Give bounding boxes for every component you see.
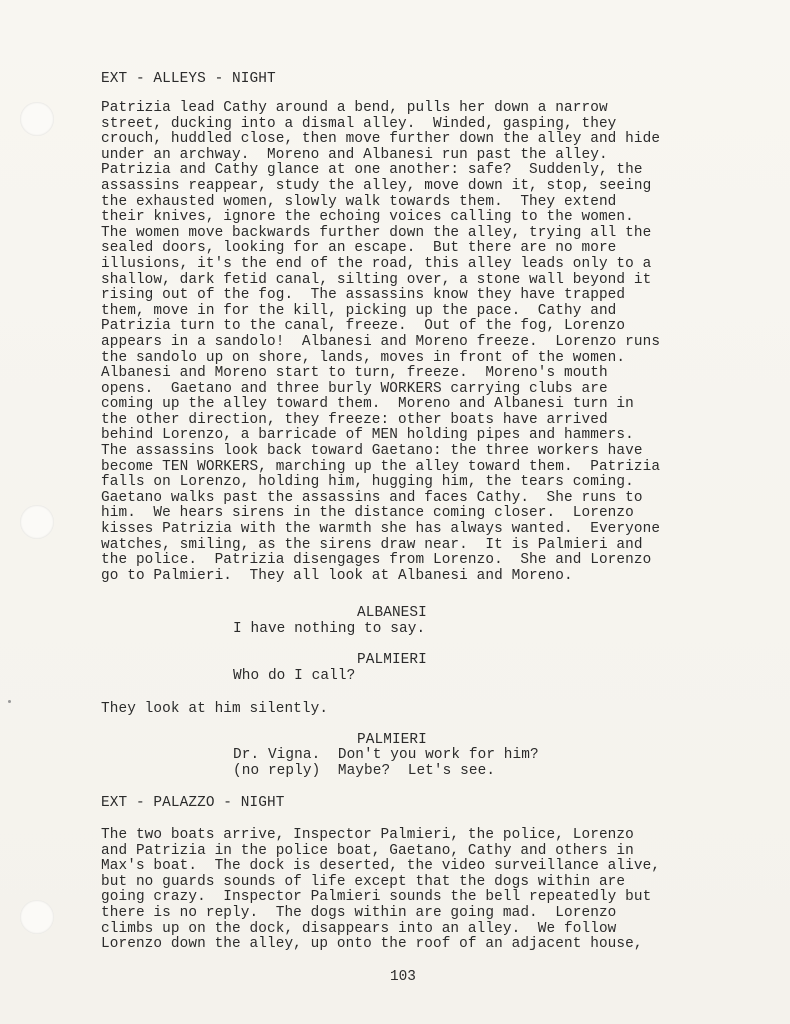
binder-hole-top <box>20 102 54 136</box>
scene-heading-palazzo: EXT - PALAZZO - NIGHT <box>101 795 285 811</box>
character-palmieri-1: PALMIERI <box>357 652 427 668</box>
page-number: 103 <box>390 969 416 985</box>
character-palmieri-2: PALMIERI <box>357 732 427 748</box>
paper-speck <box>8 700 11 703</box>
dialogue-albanesi: I have nothing to say. <box>233 621 426 637</box>
action-alleys: Patrizia lead Cathy around a bend, pulls her down a narrow street, ducking into a dismal alley. Winded, gasping, they crouch, huddled close, then move further down the alley and hide under an archway. Moreno and Albanesi run past the alley. Patrizia and Cathy glance at one another: safe? Suddenly, the assassins reappear, study the alley, move down it, stop, seeing the exhausted women, slowly walk towards them. They extend their knives, ignore the echoing voices calling to the women. The women move backwards further down the alley, trying all the sealed doors, looking for an escape. But there are no more illusions, it's the end of the road, this alley leads only to a shallow, dark fetid canal, silting over, a stone wall beyond it rising out of the fog. The assassins know they have trapped them, move in for the kill, picking up the pace. Cathy and Patrizia turn to the canal, freeze. Out of the fog, Lorenzo appears in a sandolo! Albanesi and Moreno freeze. Lorenzo runs the sandolo up on shore, lands, moves in front of the women. Albanesi and Moreno start to turn, freeze. Moreno's mouth opens. Gaetano and three burly WORKERS carrying clubs are coming up the alley toward them. Moreno and Albanesi turn in the other direction, they freeze: other boats have arrived behind Lorenzo, a barricade of MEN holding pipes and hammers. The assassins look back toward Gaetano: the three workers have become TEN WORKERS, marching up the alley toward them. Patrizia falls on Lorenzo, holding him, hugging him, the tears coming. Gaetano walks past the assassins and faces Cathy. She runs to him. We hears sirens in the distance coming closer. Lorenzo kisses Patrizia with the warmth she has always wanted. Everyone watches, smiling, as the sirens draw near. It is Palmieri and the police. Patrizia disengages from Lorenzo. She and Lorenzo go to Palmieri. They all look at Albanesi and Moreno. <box>101 100 661 584</box>
action-palazzo: The two boats arrive, Inspector Palmieri, the police, Lorenzo and Patrizia in the police boat, Gaetano, Cathy and others in Max's boat. The dock is deserted, the video surveillance alive, but no guards sounds of life except that the dogs within are going crazy. Inspector Palmieri sounds the bell repeatedly but there is no reply. The dogs within are going mad. Lorenzo climbs up on the dock, disappears into an alley. We follow Lorenzo down the alley, up onto the roof of an adjacent house, <box>101 827 661 953</box>
dialogue-palmieri-1: Who do I call? <box>233 668 356 684</box>
dialogue-palmieri-2: Dr. Vigna. Don't you work for him? (no reply) Maybe? Let's see. <box>233 747 539 779</box>
binder-hole-bottom <box>20 900 54 934</box>
scene-heading-alleys: EXT - ALLEYS - NIGHT <box>101 71 276 87</box>
binder-hole-middle <box>20 505 54 539</box>
action-silent: They look at him silently. <box>101 701 329 717</box>
character-albanesi: ALBANESI <box>357 605 427 621</box>
